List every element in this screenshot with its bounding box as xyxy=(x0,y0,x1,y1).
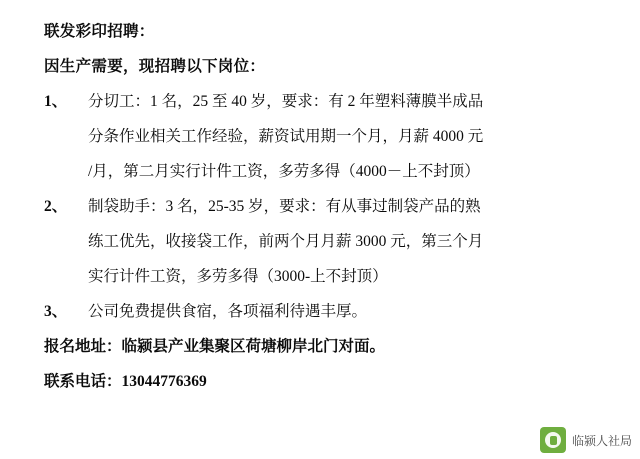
job-item-number: 1、 xyxy=(44,93,68,110)
job-item xyxy=(44,189,600,294)
job-item-number: 3、 xyxy=(44,303,68,320)
job-item-line: 分条作业相关工作经验，薪资试用期一个月，月薪 4000 元 xyxy=(88,128,484,145)
job-item-line: 练工优先，收接袋工作，前两个月月薪 3000 元，第三个月 xyxy=(88,233,484,250)
job-item-line: 分切工：1 名，25 至 40 岁，要求：有 2 年塑料薄膜半成品 xyxy=(88,93,484,110)
job-item-line: 制袋助手：3 名，25-35 岁，要求：有从事过制袋产品的熟 xyxy=(88,198,481,215)
job-item xyxy=(44,294,600,329)
job-item-line: 公司免费提供食宿，各项福利待遇丰厚。 xyxy=(88,303,368,320)
address-label: 报名地址： xyxy=(44,338,122,355)
phone-row xyxy=(44,364,600,399)
document-title: 联发彩印招聘： xyxy=(44,23,155,40)
address-row xyxy=(44,329,600,364)
job-item-line: /月，第二月实行计件工资，多劳多得（4000－上不封顶） xyxy=(88,163,480,180)
job-item-line: 实行计件工资，多劳多得（3000-上不封顶） xyxy=(88,268,388,285)
job-item-number: 2、 xyxy=(44,198,68,215)
watermark-text: 临颍人社局 xyxy=(571,433,632,448)
wechat-account-logo-icon xyxy=(540,427,566,453)
document-intro: 因生产需要，现招聘以下岗位： xyxy=(44,58,266,75)
job-item-body xyxy=(88,84,600,189)
phone-label: 联系电话： xyxy=(44,373,122,390)
job-item xyxy=(44,84,600,189)
job-item-body xyxy=(88,294,600,329)
watermark xyxy=(540,427,632,453)
job-item-body xyxy=(88,189,600,294)
phone-value: 13044776369 xyxy=(121,373,207,390)
address-value: 临颍县产业集聚区荷塘柳岸北门对面。 xyxy=(121,338,386,355)
